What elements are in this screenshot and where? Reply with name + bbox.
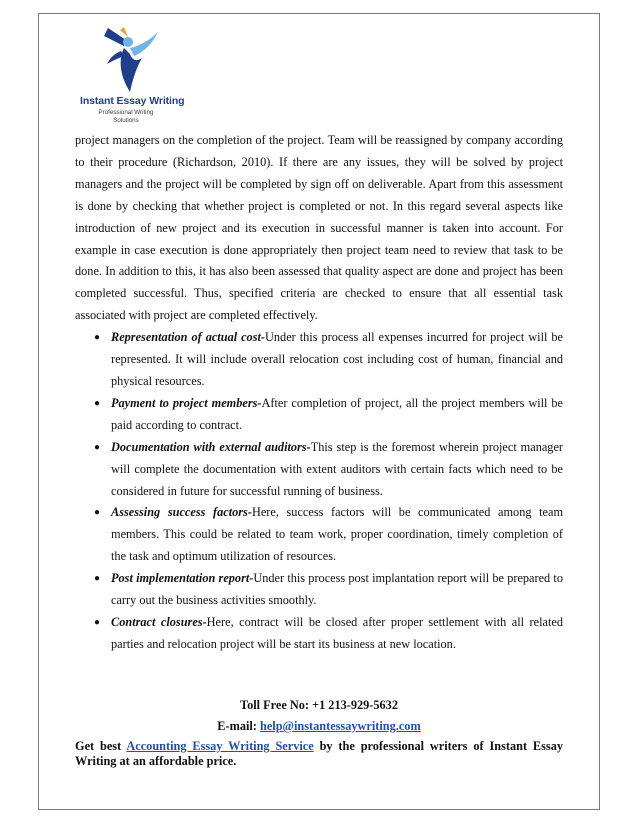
email-label: E-mail: [217,719,260,733]
logo-brand-text: Instant Essay Writing [80,95,185,107]
bullet-term: Payment to project members- [111,395,262,410]
list-item [75,437,563,503]
company-logo [74,20,184,130]
service-link[interactable]: Accounting Essay Writing Service [126,739,314,753]
bullet-icon: ● [94,441,101,453]
bullet-icon: ● [94,507,101,519]
logo-tagline [74,109,178,125]
body-paragraph: project managers on the completion of the project. Team will be reassigned by company according to their procedure (Richardson, 2010). If there are any issues, they will be solved by project managers and the project will be completed by sign off on deliverable. Apart from this assessment is done by checking that whether project is completed or not. In this regard several aspects like introduction of new project and its execution in successful manner is taken into account. For example in case execution is done appropriately then project team need to review that task to be done. In addition to this, it has also been assessed that quality aspect are done and project has been completed successful. Thus, specified criteria are checked to ensure that all essential task associated with project are completed effectively. [75,133,563,323]
bullet-term: Assessing success factors- [111,505,252,520]
bullet-list [75,327,563,656]
email-line [75,716,563,737]
list-item [75,612,563,656]
bullet-text: Here, contract will be closed after proper settlement with all related parties and relocation project will be start its business at new location. [111,614,563,651]
email-link[interactable]: help@instantessaywriting.com [259,719,421,733]
pen-figure-icon [74,20,184,98]
call-to-action [75,739,563,769]
cta-prefix: Get best [75,739,127,753]
bullet-icon: ● [94,332,101,344]
page-footer [75,695,563,769]
bullet-icon: ● [94,573,101,585]
bullet-text: Under this process post implantation report will be prepared to carry out the business activities smoothly. [111,571,563,608]
bullet-text: This step is the foremost wherein project manager will complete the documentation with extent auditors with certain facts which need to be considered in future for successful running of business. [111,439,564,498]
bullet-text: Under this process all expenses incurred for project will be represented. It will include overall relocation cost including cost of human, financial and physical resources. [111,330,563,388]
bullet-icon: ● [94,397,101,409]
list-item [75,568,563,612]
logo-tagline-line2: Solutions [113,117,139,124]
list-item [75,502,563,568]
list-item [75,393,563,437]
bullet-term: Post implementation report- [111,571,254,586]
bullet-text: Here, success factors will be communicated among team members. This could be related to team work, proper coordination, timely completion of the task and optimum utilization of resources. [111,505,564,564]
list-item [75,327,563,393]
cta-suffix: by the professional writers of Instant Essay Writing at an affordable price. [75,739,563,768]
bullet-term: Representation of actual cost- [111,330,266,345]
bullet-term: Documentation with external auditors- [111,439,311,454]
logo-tagline-line1: Professional Writing [98,109,154,116]
document-body [75,130,563,656]
bullet-icon: ● [94,616,101,628]
bullet-term: Contract closures- [111,614,207,629]
toll-free-number: Toll Free No: +1 213-929-5632 [240,698,398,712]
bullet-text: After completion of project, all the project members will be paid according to contract. [111,395,564,432]
